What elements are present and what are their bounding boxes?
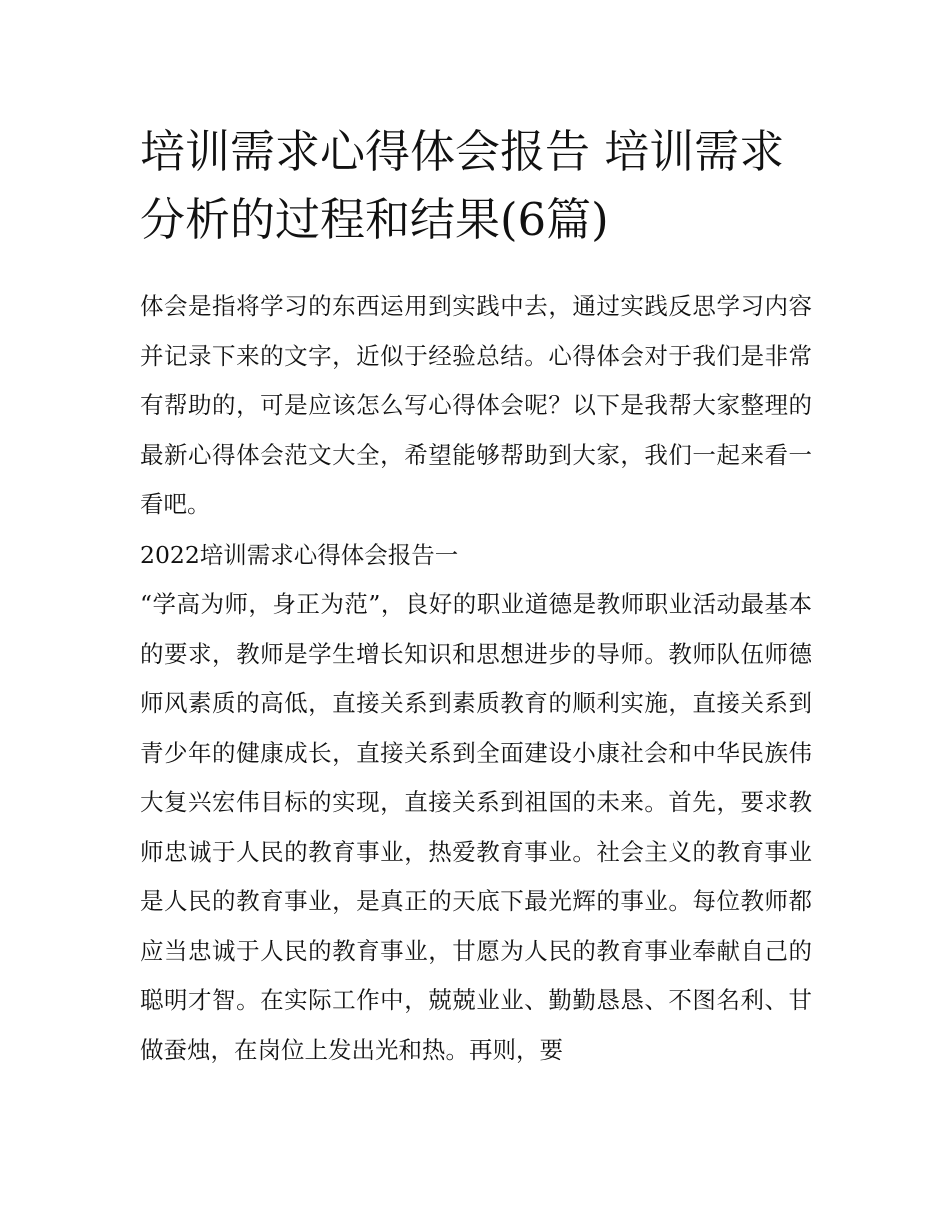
- intro-paragraph: 体会是指将学习的东西运用到实践中去，通过实践反思学习内容并记录下来的文字，近似于经验总结。心得体会对于我们是非常有帮助的，可是应该怎么写心得体会呢？以下是我帮大家整理的最新心得体会范文大全，希望能够帮助到大家，我们一起来看一看吧。: [140, 292, 812, 518]
- document-title: 培训需求心得体会报告 培训需求分析的过程和结果(6篇): [140, 125, 785, 246]
- section-heading: 2022培训需求心得体会报告一: [140, 541, 459, 569]
- section-paragraph: “学高为师，身正为范”，良好的职业道德是教师职业活动最基本的要求，教师是学生增长知识和思想进步的导师。教师队伍师德师风素质的高低，直接关系到素质教育的顺利实施，直接关系到青少年的健康成长，直接关系到全面建设小康社会和中华民族伟大复兴宏伟目标的实现，直接关系到祖国的未来。首先，要求教师忠诚于人民的教育事业，热爱教育事业。社会主义的教育事业是人民的教育事业，是真正的天底下最光辉的事业。每位教师都应当忠诚于人民的教育事业，甘愿为人民的教育事业奉献自己的聪明才智。在实际工作中，兢兢业业、勤勤恳恳、不图名利、甘做蚕烛，在岗位上发出光和热。再则，要: [140, 590, 812, 1064]
